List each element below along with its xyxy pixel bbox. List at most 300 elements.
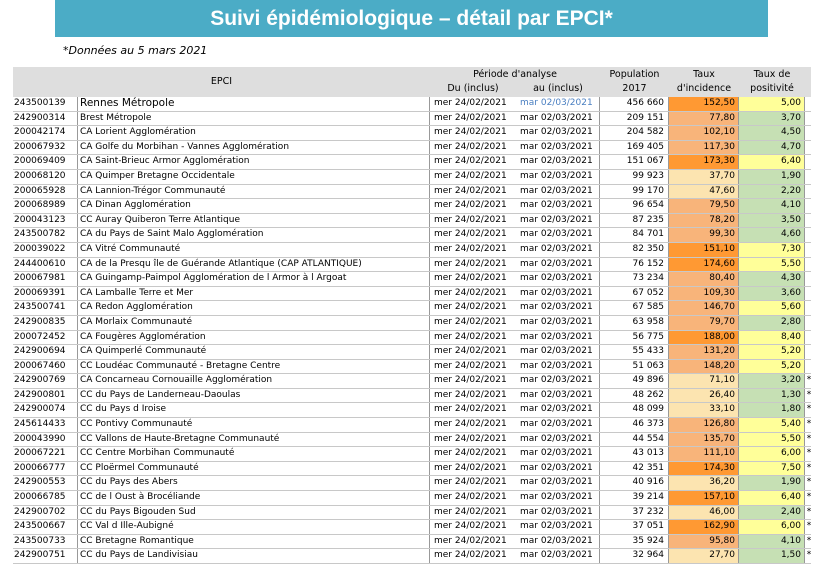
period-end: mar 02/03/2021 [516,403,600,417]
epci-name: Brest Métropole [78,112,430,126]
epci-name: CA du Pays de Saint Malo Agglomération [78,228,430,242]
footnote-marker [805,214,813,228]
incidence-rate: 117,30 [669,141,739,155]
table-row [13,185,811,200]
period-end: mar 02/03/2021 [516,360,600,374]
table-row [13,126,811,141]
positivity-rate: 4,60 [739,228,805,242]
period-start: mer 24/02/2021 [434,346,507,357]
period-end: mar 02/03/2021 [516,506,600,520]
positivity-rate: 5,20 [739,345,805,359]
footnote-marker [805,331,813,345]
period-end: mar 02/03/2021 [516,214,600,228]
incidence-rate: 151,10 [669,243,739,257]
incidence-rate: 126,80 [669,418,739,432]
table-row [13,433,811,448]
header-du: Du (inclus) [447,83,499,94]
period-start: mer 24/02/2021 [434,492,507,503]
population: 44 554 [600,433,669,447]
table-row [13,476,811,491]
positivity-rate: 4,50 [739,126,805,140]
page-title: Suivi épidémiologique – détail par EPCI* [55,0,768,37]
epci-name: CC Val d Ille-Aubigné [78,520,430,534]
population: 40 916 [600,476,669,490]
epci-name: CA Lannion-Trégor Communauté [78,185,430,199]
population: 169 405 [600,141,669,155]
positivity-rate: 5,60 [739,301,805,315]
epci-name: CC du Pays Bigouden Sud [78,506,430,520]
positivity-rate: 3,60 [739,287,805,301]
period-start: mer 24/02/2021 [434,156,507,167]
epci-code: 200067981 [13,272,78,286]
population: 456 660 [600,97,669,111]
population: 37 051 [600,520,669,534]
epci-code: 200067221 [13,447,78,461]
footnote-marker [805,228,813,242]
period-end: mar 02/03/2021 [516,389,600,403]
epci-code: 243500139 [13,97,78,111]
table-row [13,97,811,112]
positivity-rate: 5,00 [739,97,805,111]
period-start: mer 24/02/2021 [434,389,507,400]
period-end: mar 02/03/2021 [516,112,600,126]
epci-name: CA de la Presqu île de Guérande Atlantique (CAP ATLANTIQUE) [78,258,430,272]
epci-code: 242900751 [13,549,78,563]
positivity-rate: 4,10 [739,535,805,549]
period-end: mar 02/03/2021 [516,170,600,184]
incidence-rate: 102,10 [669,126,739,140]
incidence-rate: 77,80 [669,112,739,126]
period-end: mar 02/03/2021 [516,462,600,476]
period-start: mer 24/02/2021 [434,127,507,138]
incidence-rate: 135,70 [669,433,739,447]
period-start: mer 24/02/2021 [434,375,507,386]
epci-code: 200072452 [13,331,78,345]
period-start: mer 24/02/2021 [434,287,507,298]
period-start: mer 24/02/2021 [434,200,507,211]
period-start: mer 24/02/2021 [434,448,507,459]
epci-code: 200043990 [13,433,78,447]
population: 209 151 [600,112,669,126]
population: 35 924 [600,535,669,549]
incidence-rate: 47,60 [669,185,739,199]
period-end: mar 02/03/2021 [516,535,600,549]
period-end: mar 02/03/2021 [516,331,600,345]
positivity-rate: 5,50 [739,433,805,447]
incidence-rate: 109,30 [669,287,739,301]
positivity-rate: 5,50 [739,258,805,272]
period-end: mar 02/03/2021 [516,447,600,461]
epci-name: Rennes Métropole [78,97,430,111]
header-population: Population [609,69,660,80]
footnote-marker [805,301,813,315]
period-start: mer 24/02/2021 [434,404,507,415]
positivity-rate: 5,40 [739,418,805,432]
epci-name: CA Quimperlé Communauté [78,345,430,359]
epci-name: CA Lorient Agglomération [78,126,430,140]
footnote-marker: * [806,492,812,503]
period-end: mar 02/03/2021 [516,316,600,330]
footnote-marker: * [806,550,812,561]
data-table [13,97,811,564]
epci-code: 245614433 [13,418,78,432]
incidence-rate: 80,40 [669,272,739,286]
epci-code: 242900694 [13,345,78,359]
period-start: mer 24/02/2021 [434,419,507,430]
epci-code: 243500733 [13,535,78,549]
epci-code: 242900801 [13,389,78,403]
table-row [13,228,811,243]
incidence-rate: 173,30 [669,155,739,169]
table-row [13,418,811,433]
period-end: mar 02/03/2021 [516,185,600,199]
epci-name: CA Vitré Communauté [78,243,430,257]
epci-name: CC du Pays de Landerneau-Daoulas [78,389,430,403]
epci-name: CC de l Oust à Brocéliande [78,491,430,505]
period-end: mar 02/03/2021 [516,199,600,213]
table-row [13,374,811,389]
epci-code: 200067932 [13,141,78,155]
incidence-rate: 27,70 [669,549,739,563]
table-row [13,112,811,127]
period-start: mer 24/02/2021 [434,433,507,444]
table-row [13,549,811,564]
footnote-marker [805,258,813,272]
epci-name: CC Loudéac Communauté - Bretagne Centre [78,360,430,374]
positivity-rate: 6,40 [739,491,805,505]
period-end: mar 02/03/2021 [516,228,600,242]
header-incidence: d'incidence [676,83,732,94]
footnote-marker [805,155,813,169]
epci-code: 244400610 [13,258,78,272]
header-au: au (inclus) [533,83,583,94]
period-end: mar 02/03/2021 [516,126,600,140]
table-row [13,506,811,521]
period-start: mer 24/02/2021 [434,316,507,327]
incidence-rate: 131,20 [669,345,739,359]
incidence-rate: 79,70 [669,316,739,330]
footnote-marker: * [806,389,812,400]
positivity-rate: 1,90 [739,476,805,490]
incidence-rate: 111,10 [669,447,739,461]
header-population-year: 2017 [622,83,647,94]
footnote-marker: * [806,375,812,386]
period-end: mar 02/03/2021 [516,258,600,272]
epci-code: 200039022 [13,243,78,257]
period-end: mar 02/03/2021 [516,97,600,111]
footnote-marker: * [806,521,812,532]
epci-code: 242900702 [13,506,78,520]
incidence-rate: 146,70 [669,301,739,315]
positivity-rate: 3,70 [739,112,805,126]
population: 32 964 [600,549,669,563]
footnote-marker [805,170,813,184]
footnote-marker: * [806,419,812,430]
period-end: mar 02/03/2021 [516,374,600,388]
population: 48 099 [600,403,669,417]
header-periode: Période d'analyse [473,69,557,80]
epci-code: 200068120 [13,170,78,184]
incidence-rate: 36,20 [669,476,739,490]
epci-name: CC du Pays des Abers [78,476,430,490]
table-row [13,141,811,156]
epci-name: CA Redon Agglomération [78,301,430,315]
footnote-marker [805,112,813,126]
incidence-rate: 46,00 [669,506,739,520]
table-row [13,301,811,316]
population: 84 701 [600,228,669,242]
footnote-marker [805,185,813,199]
table-header [13,67,811,97]
epci-name: CC Vallons de Haute-Bretagne Communauté [78,433,430,447]
data-date-note: *Données au 5 mars 2021 [63,44,208,57]
footnote-marker [805,360,813,374]
epci-code: 200043123 [13,214,78,228]
population: 76 152 [600,258,669,272]
incidence-rate: 78,20 [669,214,739,228]
period-start: mer 24/02/2021 [434,506,507,517]
header-taux: Taux [693,69,715,80]
period-end: mar 02/03/2021 [516,272,600,286]
footnote-marker [805,272,813,286]
table-row [13,491,811,506]
population: 51 063 [600,360,669,374]
incidence-rate: 148,20 [669,360,739,374]
period-end: mar 02/03/2021 [516,141,600,155]
epci-code: 242900835 [13,316,78,330]
table-row [13,331,811,346]
table-row [13,258,811,273]
epci-name: CA Saint-Brieuc Armor Agglomération [78,155,430,169]
table-row [13,389,811,404]
period-start: mer 24/02/2021 [434,170,507,181]
table-row [13,272,811,287]
table-row [13,535,811,550]
positivity-rate: 4,30 [739,272,805,286]
incidence-rate: 33,10 [669,403,739,417]
epci-name: CA Dinan Agglomération [78,199,430,213]
footnote-marker: * [806,506,812,517]
period-start: mer 24/02/2021 [434,229,507,240]
positivity-rate: 7,50 [739,462,805,476]
footnote-marker [805,199,813,213]
epci-code: 242900553 [13,476,78,490]
epci-code: 242900074 [13,403,78,417]
table-row [13,199,811,214]
epci-name: CA Fougères Agglomération [78,331,430,345]
period-end: mar 02/03/2021 [516,476,600,490]
footnote-marker [805,141,813,155]
header-epci: EPCI [210,76,233,87]
epci-code: 243500667 [13,520,78,534]
epci-name: CC Ploërmel Communauté [78,462,430,476]
period-start: mer 24/02/2021 [434,535,507,546]
period-start: mer 24/02/2021 [434,462,507,473]
positivity-rate: 5,20 [739,360,805,374]
positivity-rate: 6,00 [739,447,805,461]
population: 99 170 [600,185,669,199]
incidence-rate: 188,00 [669,331,739,345]
table-row [13,462,811,477]
table-row [13,316,811,331]
footnote-marker [805,97,813,111]
footnote-marker: * [806,433,812,444]
table-row [13,403,811,418]
epci-code: 200065928 [13,185,78,199]
positivity-rate: 2,40 [739,506,805,520]
positivity-rate: 1,80 [739,403,805,417]
population: 55 433 [600,345,669,359]
epci-name: CC du Pays d Iroise [78,403,430,417]
epci-code: 200069409 [13,155,78,169]
footnote-marker [805,126,813,140]
period-end: mar 02/03/2021 [516,287,600,301]
positivity-rate: 1,90 [739,170,805,184]
footnote-marker: * [806,477,812,488]
table-row [13,345,811,360]
population: 49 896 [600,374,669,388]
population: 46 373 [600,418,669,432]
epci-name: CA Quimper Bretagne Occidentale [78,170,430,184]
table-row [13,287,811,302]
positivity-rate: 4,70 [739,141,805,155]
incidence-rate: 26,40 [669,389,739,403]
footnote-marker: * [806,462,812,473]
period-start: mer 24/02/2021 [434,360,507,371]
positivity-rate: 3,50 [739,214,805,228]
positivity-rate: 1,30 [739,389,805,403]
period-start: mer 24/02/2021 [434,477,507,488]
epci-name: CC du Pays de Landivisiau [78,549,430,563]
epci-code: 200066777 [13,462,78,476]
period-end: mar 02/03/2021 [516,418,600,432]
table-row [13,214,811,229]
incidence-rate: 152,50 [669,97,739,111]
incidence-rate: 71,10 [669,374,739,388]
period-start: mer 24/02/2021 [434,112,507,123]
positivity-rate: 3,20 [739,374,805,388]
epci-code: 200042174 [13,126,78,140]
incidence-rate: 174,30 [669,462,739,476]
epci-code: 242900314 [13,112,78,126]
epci-code: 200069391 [13,287,78,301]
period-end: mar 02/03/2021 [516,433,600,447]
period-start: mer 24/02/2021 [434,98,507,108]
footnote-marker [805,316,813,330]
population: 99 923 [600,170,669,184]
footnote-marker: * [806,448,812,459]
incidence-rate: 37,70 [669,170,739,184]
period-end: mar 02/03/2021 [516,301,600,315]
positivity-rate: 2,80 [739,316,805,330]
period-start: mer 24/02/2021 [434,141,507,152]
positivity-rate: 8,40 [739,331,805,345]
population: 43 013 [600,447,669,461]
epci-name: CA Morlaix Communauté [78,316,430,330]
period-start: mer 24/02/2021 [434,243,507,254]
positivity-rate: 4,10 [739,199,805,213]
epci-name: CC Auray Quiberon Terre Atlantique [78,214,430,228]
incidence-rate: 162,90 [669,520,739,534]
period-start: mer 24/02/2021 [434,331,507,342]
table-row [13,447,811,462]
period-end: mar 02/03/2021 [516,345,600,359]
positivity-rate: 6,40 [739,155,805,169]
period-end: mar 02/03/2021 [516,520,600,534]
period-start: mer 24/02/2021 [434,258,507,269]
epci-code: 200068989 [13,199,78,213]
epci-name: CA Lamballe Terre et Mer [78,287,430,301]
population: 96 654 [600,199,669,213]
epci-name: CC Bretagne Romantique [78,535,430,549]
epci-name: CA Guingamp-Paimpol Agglomération de l Armor à l Argoat [78,272,430,286]
header-positivite: positivité [750,83,794,94]
table-row [13,360,811,375]
header-taux-de: Taux de [753,69,791,80]
incidence-rate: 79,50 [669,199,739,213]
footnote-marker [805,287,813,301]
population: 42 351 [600,462,669,476]
period-end: mar 02/03/2021 [516,243,600,257]
period-start: mer 24/02/2021 [434,521,507,532]
population: 37 232 [600,506,669,520]
population: 82 350 [600,243,669,257]
population: 67 585 [600,301,669,315]
population: 67 052 [600,287,669,301]
period-start: mer 24/02/2021 [434,185,507,196]
population: 39 214 [600,491,669,505]
incidence-rate: 99,30 [669,228,739,242]
population: 87 235 [600,214,669,228]
positivity-rate: 1,50 [739,549,805,563]
period-start: mer 24/02/2021 [434,273,507,284]
epci-code: 200066785 [13,491,78,505]
epci-code: 243500741 [13,301,78,315]
footnote-marker [805,243,813,257]
footnote-marker [805,345,813,359]
period-start: mer 24/02/2021 [434,302,507,313]
period-end: mar 02/03/2021 [516,549,600,563]
population: 48 262 [600,389,669,403]
table-row [13,155,811,170]
table-row [13,243,811,258]
population: 73 234 [600,272,669,286]
positivity-rate: 7,30 [739,243,805,257]
footnote-marker: * [806,404,812,415]
population: 63 958 [600,316,669,330]
table-row [13,520,811,535]
population: 204 582 [600,126,669,140]
epci-code: 242900769 [13,374,78,388]
epci-code: 200067460 [13,360,78,374]
incidence-rate: 157,10 [669,491,739,505]
population: 56 775 [600,331,669,345]
epci-name: CC Centre Morbihan Communauté [78,447,430,461]
positivity-rate: 2,20 [739,185,805,199]
period-start: mer 24/02/2021 [434,214,507,225]
footnote-marker: * [806,535,812,546]
period-start: mer 24/02/2021 [434,550,507,561]
incidence-rate: 174,60 [669,258,739,272]
table-row [13,170,811,185]
epci-name: CA Golfe du Morbihan - Vannes Agglomération [78,141,430,155]
positivity-rate: 6,00 [739,520,805,534]
incidence-rate: 95,80 [669,535,739,549]
epci-name: CC Pontivy Communauté [78,418,430,432]
period-end: mar 02/03/2021 [516,155,600,169]
epci-name: CA Concarneau Cornouaille Agglomération [78,374,430,388]
period-end: mar 02/03/2021 [516,491,600,505]
